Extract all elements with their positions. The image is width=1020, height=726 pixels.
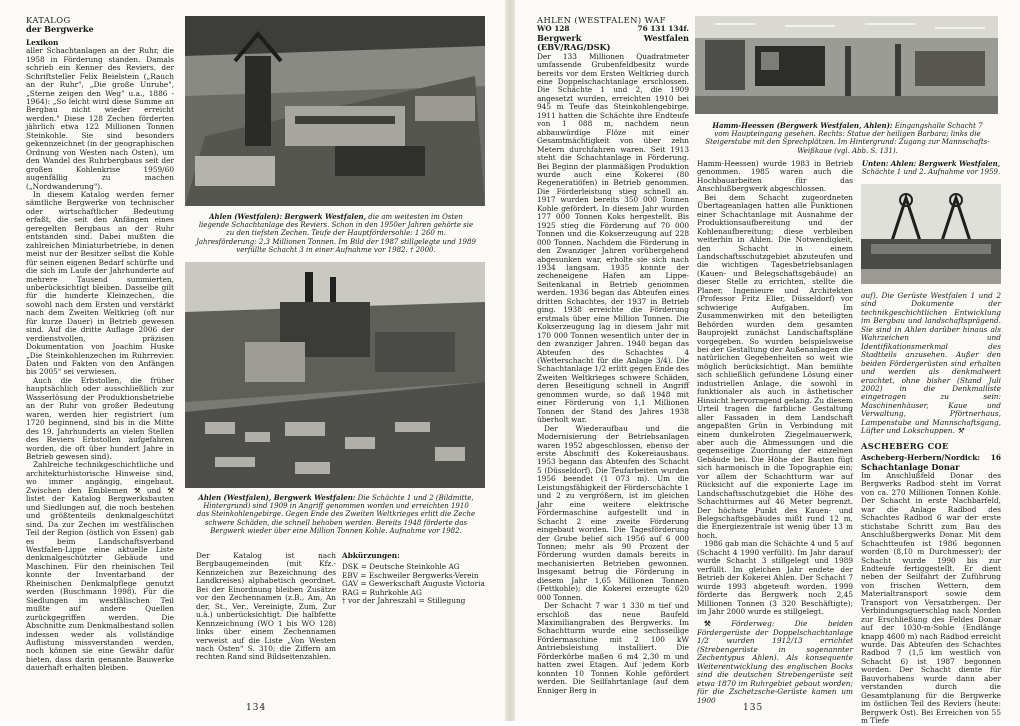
entry-paragraph: Bei dem Schacht zugeordneten Übertageanlagen hatten alle Funktionen einer Schachtanlage mit Ausnahme der Produktionsaufbereitung und der Kohlenaufbereitung; diese verbleiben weiterhin in Ahlen. Die Notwendigkeit, den Schacht in einem Landschaftsschutzgebiet abzuteufen und die wichtigen Tagesbetriebsanlagen (Kauen- und Belegschaftsgebäude) an dieser Stelle zu errichten, stellte die Planer, Ingenieure und Architekten (Professor Fritz Eller, Düsseldorf) vor schwierige Aufgaben. Im Zusammenwirken mit den beteiligten Behörden wurden dem gesamten Bauprojekt zunächst Landschaftspläne vorgegeben. So wurden beispielsweise bei der Gestaltung der Außenanlagen die natürlichen Gegebenheiten so weit wie möglich berücksichtigt. Man bemühte sich schließlich gefundene Lösung einer industriellen Anlage, die sowohl in funktionaler als auch in ästhetischer Hinsicht hervorragend gelang. Zu diesem Urteil tragen die farbliche Gestaltung aller Fassaden in dem Landschaft angepaßten Grün in Verbindung mit einem dunkelroten Ziegelmauerwerk, aber auch die Abmessungen und die gegenseitige Zuordnung der einzelnen Gebäude bei. Die Höhe der Bauten fügt sich harmonisch in die Topographie ein; vor allem der Schachtturm war auf Rücksicht auf die exponierte Lage im Landschaftsschutzgebiet die Höhe des Schachtturmes auf 46 Meter begrenzt. Der höchste Punkt des Kauen- und Belegschaftsgebäudes mißt rund 12 m, die Energiezentrale ist wenig über 13 m hoch. [697, 192, 853, 540]
denkmal-paragraph: auf). Die Gerüste Westfalen 1 und 2 sind Dokumente der technikgeschichtlichen Entwicklung im Bergbau und landschaftsprägend. Sie sind in Ahlen darüber hinaus als Wahrzeichen und Identifikationsmerkmal des Stadtteils anzusehen. Außer den beiden Fördergerüsten sind erhalten und werden als denkmalwert erachtet, ohne bisher (Stand Juli 2002) in die Denkmalliste eingetragen zu sein: Maschinenhäuser, Kaue und Verwaltung, Pförtnerhaus, Lampenstube und Mannschaftsgang, Lüfter und Lokschuppen. ⚒ [861, 291, 1001, 436]
intro-paragraph: aller Schachtanlagen an der Ruhr, die 1958 in Förderung standen. Damals schrieb ein Kenner des Reviers, der Schriftsteller Felix Beielstein („Rauch an der Ruhr", „Die große Unruhe", „Sterne zeigen den Weg" u.a., 1886 - 1964): „So leicht wird diese Summe an Bergbau nicht wieder erreicht werden." Diese 128 Zechen förderten jährlich etwa 122 Millionen Tonnen Steinkohle. Sie sind besonders gekennzeichnet (in der geographischen Ordnung von Westen nach Osten), um den Wandel des Ruhrbergbaus seit der großen Kohlenkrise 1959/60 augenfällig zu machen („Nordwanderung"). [26, 46, 174, 191]
photo-caption-shafts-1-2-small [861, 160, 1001, 176]
entry-image-pages: 76 131 134f. [637, 24, 689, 34]
caption-text: Eingangshalle Schacht 7 vom Haupteingang gesehen. Rechts: Statue der heiligen Barbara; links die Steigerstube mit den Sprechplätzen. Im Hintergrund: Zugang zur Mannschafts-Weißkaue (vgl. Abb. S. 131). [705, 122, 990, 155]
intro-paragraph: Auch die Erbstollen, die früher hauptsächlich oder ausschließlich zur Wasserlösung der Produktionsbetriebe an der Ruhr von großer Bedeutung waren, werden hier registriert (um 1720 beginnend, sind bis in die Mitte des 19. Jahrhunderts an vielen Stellen des Reviers Erbstollen aufgefahren worden, die oft über hundert Jahre in Betrieb gewesen sind). [26, 375, 174, 462]
photo-entrance-hall [695, 16, 998, 114]
entry-mine-name: Bergwerk Westfalen (EBV/RAG/DSK) [537, 32, 689, 53]
entry-paragraph: 1986 gab man die Schächte 4 und 5 auf (Schacht 4 1990 verfüllt). Im Jahr darauf wurde Schacht 3 stillgelegt und 1989 verfüllt. Im gleichen Jahr endete der Betrieb der Kokerei Ahlen. Der Schacht 7 wurde 1993 abgeteuft worden. 1999 förderte das Bergwerk noch 2,45 Millionen Tonnen (3 320 Beschäftigte); im Jahr 2000 wurde es stillgelegt. [697, 539, 853, 617]
foerderweg-paragraph [697, 620, 853, 705]
entry-ahlen-continuation [697, 160, 853, 705]
entry-paragraph: Der Schacht 7 war 1 330 m tief und erschloß das neue Baufeld Maximiliangraben des Bergwerks. Im Schachtturm wurde eine sechsseilige Fördermaschine mit 2 100 kW Antriebsleistung installiert. Die Förderkörbe maßen 6 m4 2,30 m und hatten zwei Etagen. Auf jedem Korb konnten 10 Tonnen Kohle gefördert werden. Die Seilfahrtanlage (auf dem Enniger Berg in [537, 601, 689, 695]
ascheberg-image-page: 16 [990, 453, 1001, 463]
page-number: 135 [743, 703, 764, 713]
photo-headframes [861, 184, 1001, 284]
foerderweg-text: Förderweg: Die beiden Fördergerüste der Doppelschachtanlage 1/2 wurden 1912/13 errichtet (Strebengerüste in sogenannter Zechentypus Ahlen). Als konsequente Weiterentwicklung des englischen Bocks sind die deutschen Strebengerüste seit etwa 1870 im Ruhrgebiet gebaut worden; für die Zschetzsche-Gerüste kamen um 1900 [697, 619, 854, 705]
lexikon-heading: Lexikon [26, 37, 59, 47]
caption-lead: Ahlen (Westfalen): Bergwerk Westfalen, [209, 212, 367, 221]
abbreviations-title: Abkürzungen: [342, 551, 400, 560]
catalog-intro-column [26, 16, 174, 673]
ascheberg-paragraph: Im Anschlußfeld Donar des Bergwerks Radbod steht im Vorrat von ca. 270 Millionen Tonnen Kohle. Der Schacht in erste Nachbarfeld, war die Anlage Radbod des Schachtes Radbod 6 war der erste stichstabe Schritt zum Bau des Anschlußbergwerks Donar. Mit dem Schachtteufen ist 1986 begonnen worden (8,10 m Durchmesser); der Schacht wurde 1990 bis zur Endteufe fertiggestellt. Er dient neben der Seilfahrt der Zuführung von frischen Wettern, dem Materialtransport sowie dem Transport von Versatzbergen. Der Verbindungsquerschlag nach Norden zur Erschließung des Feldes Donar auf der 1030-m-Sohle (Endlänge knapp 4600 m) nach Radbod erreicht wurde. Das Abteufen des Schachtes Radbod 7 (1,5 km westlich von Schacht 6) ist 1987 begonnen worden. Der Schacht diente für Bauvorhabens wurde dann aber verstanden durch die Gesamtplanung für die Bergwerke im östlichen Teil des Reviers (heute: Bergwerk Ost). Bei Erreichen von 55 m Tiefe [861, 470, 1001, 726]
entry-paragraph: Hamm-Heessen) wurde 1983 in Betrieb genommen. 1985 waren auch die Hochbauarbeiten für das Anschlußbergwerk abgeschlossen. [697, 159, 853, 194]
catalog-heading: KATALOG [26, 15, 71, 25]
intro-paragraph: In diesem Katalog werden ferner sämtliche Bergwerke von technischer oder wirtschaftlicher Bedeutung erfaßt, die seit den Anfängen eines geregelten Bergbaus an der Ruhr entstanden sind. Dabei mußten die zahlreichen Miniaturbetriebe, in denen meist nur der Besitzer selbst die Kohle für seinen eigenen Bedarf schürfte und die sich im Laufe der Jahrhunderte auf mehrere Tausend summierten, unberücksichtigt bleiben. Dasselbe gilt für die hunderte Kleinzechen, die sowohl nach dem Ersten und verstärkt nach dem Zweiten Weltkrieg (oft nur für kurze Dauer) in Betrieb gewesen sind. Auf die dritte Auflage 2006 der verdienstvollen, präzisen Dokumentation von Joachim Huske „Die Steinkohlenzechen im Ruhrrevier. Daten und Fakten von den Anfängen bis 2005" sei verwiesen. [26, 189, 174, 377]
caption-text: die am weitesten im Osten liegende Schachtanlage des Reviers. Schon in den 1950er Jahren gehörte sie zu den tiefsten Zechen. Teufe der Hauptfördersohle: 1 260 m. Jahresförderung: 2,3 Millionen Tonnen. Im Bild der 1987 stillgelegte und 1989 verfüllte Schacht 3 in einer Aufnahme vor 1982. † 2000. [196, 213, 476, 254]
caption-lead: Unten: Ahlen: Bergwerk Westfalen, [861, 159, 1001, 168]
caption-lead: Hamm-Heessen (Bergwerk Westfalen, Ahlen): [712, 121, 893, 130]
denkmal-column [861, 292, 1001, 726]
left-page [0, 0, 505, 721]
entry-paragraph: Der Wiederaufbau und die Modernisierung der Betriebsanlagen waren 1952 abgeschlossen, ebenso der erste Abschnitt des Kokereiausbaus. 1953 begann das Abteufen des Schacht 5 (Düsseldorf). Die Teufarbeiten wurden 1956 beendet (1 073 m). Um die Leistungsfähigkeit der Förderschächte 1 und 2 zu vergrößern, ist im gleichen Jahr eine weitere elektrische Fördermaschine aufgestellt und in Schacht 2 eine zweite Förderung eingebaut worden. Die Tagesförderung der Grube belief sich 1956 auf 6 000 Tonnen; mehr als 90 Prozent der Förderung wurden damals bereits in mechanisierten Betrieben gewonnen. Insgesamt betrug die Förderung in diesem Jahr 1,65 Millionen Tonnen (Fettkohle); die Kokerei erzeugte 620 000 Tonnen. [537, 423, 689, 602]
ascheberg-heading: ASCHEBERG COE [861, 440, 949, 451]
entry-ahlen-column [537, 16, 689, 695]
photo-caption-entrance-hall [705, 122, 990, 155]
catalog-subheading: der Bergwerke [26, 24, 94, 35]
ascheberg-mine-name: Schachtanlage Donar [861, 461, 960, 472]
abbreviations-block [342, 552, 492, 606]
right-page [515, 0, 1020, 726]
entry-paragraph: Der 133 Millionen Quadratmeter umfassende Grubenfeldbesitz wurde bereits vor dem Ersten Weltkrieg durch eine Doppelschachtanlage erschlossen. Die Schächte 1 und 2, die 1909 angesetzt wurden, erreichten 1910 bei 945 m Teufe das Steinkohlengebirge. 1911 hatten die Schächte ihre Endteufe von 1 088 m, nachdem neun abbauwürdige Flöze mit einer Gesamtmächtigkeit von über zehn Metern durchfahren waren. Seit 1913 steht die Schachtanlage in Förderung. Bei Beginn der planmäßigen Produktion wurde auch eine Kokerei (80 Regeneratiöfen) in Betrieb genommen. Die Förderleistung stieg schnell an. 1917 wurden bereits 350 000 Tonnen Kohle gefördert. In diesem Jahr wurden 177 000 Tonnen Koks hergestellt. Bis 1925 stieg die Förderung auf 70 000 Tonnen und die Kokserzeugung auf 228 000 Tonnen. Nachdem die Förderung in den Zwanziger Jahren vorübergehend abgesunken war, erholte sie sich nach 1934 langsam. 1935 konnte der zecheneigene Hafen am Lippe-Seitenkanal in Betrieb genommen werden. 1936 began das Abteufen eines dritten Schachtes, der 1937 in Betrieb ging. 1938 erreichte die Förderung erstmals über eine Million Tonnen. Die Kokserzeugung lag in diesem Jahr mit 170 000 Tonnen wesentlich unter der in den zwanziger Jahren. 1940 began das Abteufen des Schachtes 4 (Wetterschacht für die Anlage 3/4). Die Schachtanlage 1/2 erlitt gegen Ende des Zweiten Weltkrieges schwere Schäden, deren Beseitigung schnell in Angriff genommen wurde, so daß 1948 mit einer Förderung von 1,1 Millionen Tonnen der Stand des Jahres 1938 überholt war. [537, 51, 689, 425]
page-number: 134 [246, 703, 267, 713]
order-note-paragraph: Der Katalog ist nach Bergbaugemeinden (mit Kfz.-Kennzeichen zur Bezeichnung des Landkreises) alphabetisch geordnet. Bei der Einordnung bleiben Zusätze vor den Zechennamen (z.B., Am, An der, St., Ver., Vereinigte, Zum, Zur u.ä.) unberücksichtigt. Die halbfette Kennzeichnung (WO 1 bis WO 128) links über einem Zechennamen verweist auf die Liste „Von Westen nach Osten" S. 310; die Ziffern am rechten Rand sind Bildseitenzahlen. [196, 551, 336, 662]
abbreviation-row: † vor der Jahreszahl = Stillegung [342, 596, 466, 606]
abbreviation-row: RAG = Ruhrkohle AG [342, 587, 422, 597]
abbreviation-row: DSK = Deutsche Steinkohle AG [342, 562, 460, 572]
photo-caption-shaft-3 [196, 213, 476, 254]
caption-text: Schächte 1 und 2. Aufnahme vor 1959. [861, 168, 1001, 177]
intro-paragraph: Zahlreiche technikgeschichtliche und architekturhistorische Hinweise sind, wo immer angängig, eingebaut. Zwischen den Emblemen ⚒ und ⚒ listet der Katalog Bergwerksbauten und Siedlungen auf, die noch bestehen und größtenteils denkmalgeschützt sind. Da zur Zechen im westfälischen Teil der Region (östlich von Essen) gab es beim Landschaftsverband Westfalen-Lippe eine aktuelle Liste denkmalgeschützter Gebäude und Maschinen. Für den rheinischen Teil konnte der Inventarband der Rheinischen Denkmalpflege genutzt werden (Buschmann 1998). Für die Siedlungen im westfälischen Teil mußte auf andere Quellen zurückgegriffen werden. Die Abschnitte zum Denkmalbestand sollen indessen weder als vollständige Auflistung missverstanden werden, noch können sie eine Gewähr dafür bieten, dass darin genannte Bauwerke dauerhaft erhalten bleiben. [26, 460, 174, 673]
entry-title: AHLEN (WESTFALEN) WAF [537, 15, 666, 25]
abbreviation-row: GAV = Gewerkschaft Auguste Victoria [342, 579, 485, 589]
entry-wo-number: WO 128 [537, 24, 570, 34]
catalog-order-note [196, 552, 336, 662]
photo-caption-shafts-1-2 [196, 494, 476, 535]
book-gutter [505, 0, 515, 721]
abbreviation-row: EBV = Eschweiler Bergwerks-Verein [342, 570, 479, 580]
caption-text: Die Schächte 1 und 2 (Bildmitte, Hintergrund) sind 1909 in Angriff genommen worden und erreichten 1910 das Steinkohlengebirge. Gegen Ende des Zweiten Weltkrieges erlitt die Zeche schwere Schäden, die schnell behoben werden. Bereits 1948 förderte das Bergwerk wieder über eine Million Tonnen Kohle. Aufnahme vor 1982. [196, 494, 476, 535]
photo-shafts-1-2-aerial [185, 262, 485, 488]
photo-shaft-3-aerial [185, 16, 485, 206]
ascheberg-location: Ascheberg-Herbern/Nordick: [861, 453, 981, 463]
caption-lead: Ahlen (Westfalen), Bergwerk Westfalen: [198, 493, 356, 502]
hammer-and-pick-icon: ⚒ [704, 619, 732, 629]
